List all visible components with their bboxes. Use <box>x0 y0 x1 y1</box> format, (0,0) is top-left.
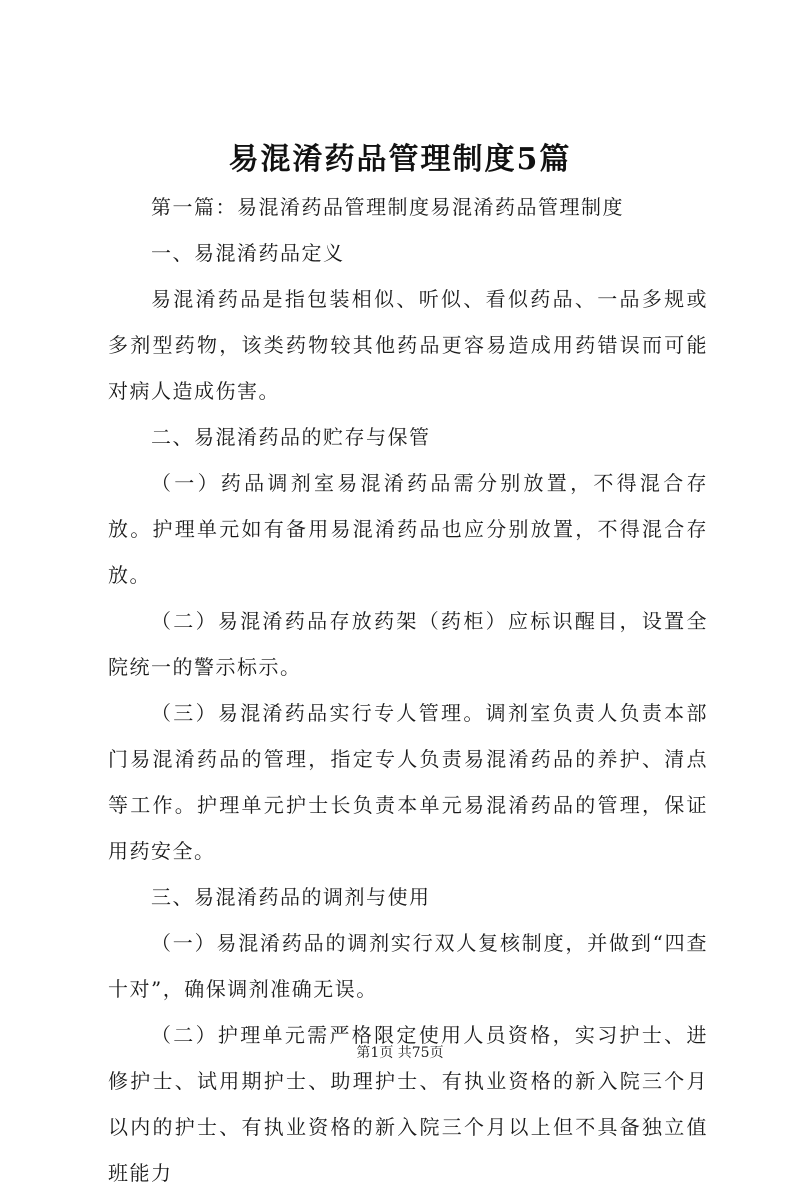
paragraph-dispensing-1: （一）易混淆药品的调剂实行双人复核制度，并做到“四查十对”，确保调剂准确无误。 <box>108 931 708 1001</box>
paragraph-storage-2: （二）易混淆药品存放药架（药柜）应标识醒目，设置全院统一的警示标示。 <box>108 609 708 679</box>
document-title: 易混淆药品管理制度5篇 <box>228 142 572 177</box>
paragraph-storage-3: （三）易混淆药品实行专人管理。调剂室负责人负责本部门易混淆药品的管理，指定专人负责易混淆药品的养护、清点等工作。护理单元护士长负责本单元易混淆药品的管理，保证用药安全。 <box>108 701 708 863</box>
paragraph-heading-1: 一、易混淆药品定义 <box>151 241 345 265</box>
page-number-footer: 第1页 共75页 <box>356 1045 444 1061</box>
paragraph-dispensing-2: （二）护理单元需严格限定使用人员资格，实习护士、进修护士、试用期护士、助理护士、有执业资格的新入院三个月以内的护士、有执业资格的新入院三个月以上但不具备独立值班能力 <box>108 1023 708 1185</box>
paragraph-heading-3: 三、易混淆药品的调剂与使用 <box>151 885 431 909</box>
paragraph-storage-1: （一）药品调剂室易混淆药品需分别放置，不得混合存放。护理单元如有备用易混淆药品也应分别放置，不得混合存放。 <box>108 471 708 587</box>
paragraph-section-heading: 第一篇：易混淆药品管理制度易混淆药品管理制度 <box>151 195 624 219</box>
paragraph-heading-2: 二、易混淆药品的贮存与保管 <box>151 425 431 449</box>
paragraph-definition: 易混淆药品是指包装相似、听似、看似药品、一品多规或多剂型药物，该类药物较其他药品更容易造成用药错误而可能对病人造成伤害。 <box>108 287 708 403</box>
